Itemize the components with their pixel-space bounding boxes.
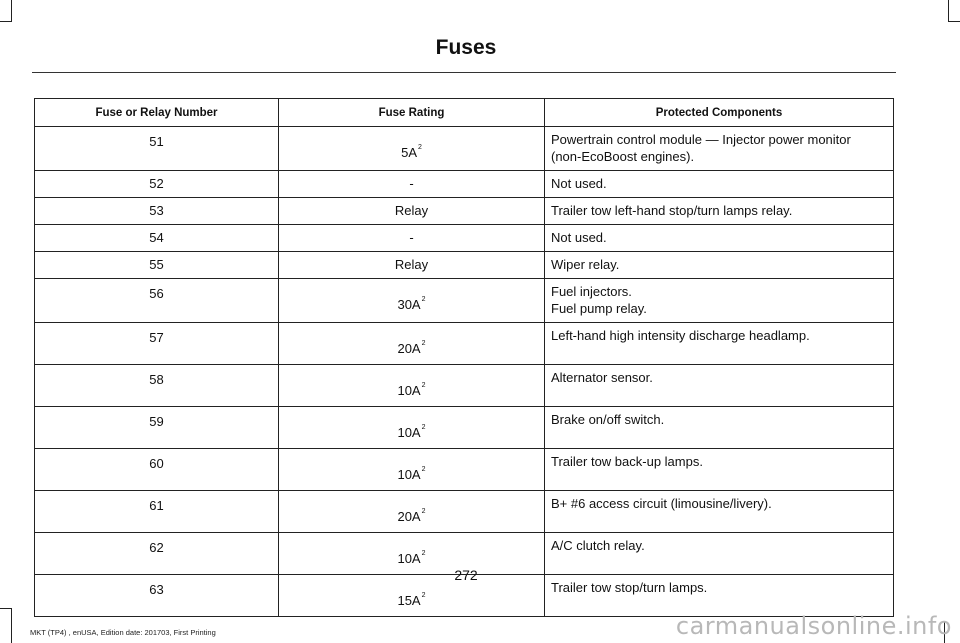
crop-mark-bottom-left <box>11 608 12 643</box>
fuse-rating: 10A <box>397 467 421 482</box>
table-row <box>35 449 894 491</box>
fuse-rating-cell <box>279 127 545 171</box>
component-line: Wiper relay. <box>551 257 620 272</box>
footnote-marker: 2 <box>421 592 426 599</box>
protected-components <box>545 323 894 365</box>
fuse-number: 62 <box>35 533 279 575</box>
fuse-rating-cell <box>279 449 545 491</box>
fuse-rating: 10A <box>397 551 421 566</box>
footnote-marker: 2 <box>421 296 426 303</box>
component-line: Fuel injectors. <box>551 284 632 299</box>
table-row <box>35 198 894 225</box>
fuse-rating: 20A <box>397 509 421 524</box>
fuse-number: 55 <box>35 252 279 279</box>
fuse-number: 58 <box>35 365 279 407</box>
protected-components <box>545 407 894 449</box>
page-number: 272 <box>454 567 478 583</box>
fuse-rating-cell <box>279 198 545 225</box>
fuse-rating-cell <box>279 491 545 533</box>
fuse-table-body <box>35 127 894 617</box>
component-line: Trailer tow back-up lamps. <box>551 454 703 469</box>
component-line: Trailer tow stop/turn lamps. <box>551 580 708 595</box>
footnote-marker: 2 <box>421 466 426 473</box>
component-line: Alternator sensor. <box>551 370 653 385</box>
table-row <box>35 252 894 279</box>
fuse-rating-cell <box>279 171 545 198</box>
edition-footer: MKT (TP4) , enUSA, Edition date: 201703, First Printing <box>30 628 216 637</box>
protected-components <box>545 127 894 171</box>
column-header-number: Fuse or Relay Number <box>35 99 279 127</box>
component-line: Fuel pump relay. <box>551 301 647 316</box>
crop-mark-top-left <box>0 21 12 22</box>
fuse-number: 57 <box>35 323 279 365</box>
fuse-rating: 10A <box>397 425 421 440</box>
fuse-number: 53 <box>35 198 279 225</box>
component-line: Left-hand high intensity discharge headlamp. <box>551 328 810 343</box>
protected-components <box>545 365 894 407</box>
table-row <box>35 279 894 323</box>
column-header-components: Protected Components <box>545 99 894 127</box>
protected-components <box>545 225 894 252</box>
fuse-rating-cell <box>279 323 545 365</box>
table-header-row <box>35 99 894 127</box>
crop-mark-bottom-left <box>0 608 12 609</box>
table-row <box>35 171 894 198</box>
fuse-rating: 30A <box>397 297 421 312</box>
page-title: Fuses <box>435 36 497 59</box>
title-divider <box>32 72 896 73</box>
protected-components <box>545 491 894 533</box>
crop-mark-top-left <box>11 0 12 22</box>
watermark: carmanualsonline.info <box>675 612 952 640</box>
fuse-rating: - <box>409 230 414 245</box>
component-line: (non-EcoBoost engines). <box>551 149 695 164</box>
column-header-rating: Fuse Rating <box>279 99 545 127</box>
component-line: B+ #6 access circuit (limousine/livery). <box>551 496 772 511</box>
fuse-rating-cell <box>279 279 545 323</box>
component-line: Brake on/off switch. <box>551 412 665 427</box>
table-row <box>35 407 894 449</box>
fuse-table <box>34 98 894 617</box>
fuse-number: 61 <box>35 491 279 533</box>
fuse-number: 56 <box>35 279 279 323</box>
crop-mark-top-right <box>948 0 949 22</box>
fuse-rating: Relay <box>394 203 429 218</box>
fuse-number: 51 <box>35 127 279 171</box>
crop-mark-top-right <box>948 21 960 22</box>
fuse-rating-cell <box>279 252 545 279</box>
fuse-rating: 5A <box>401 145 417 160</box>
component-line: Powertrain control module — Injector power monitor <box>551 132 851 147</box>
footnote-marker: 2 <box>421 382 426 389</box>
fuse-rating-cell <box>279 407 545 449</box>
table-row <box>35 127 894 171</box>
protected-components <box>545 198 894 225</box>
component-line: A/C clutch relay. <box>551 538 645 553</box>
fuse-rating: 10A <box>397 383 421 398</box>
component-line: Trailer tow left-hand stop/turn lamps relay. <box>551 203 793 218</box>
protected-components <box>545 171 894 198</box>
fuse-number: 59 <box>35 407 279 449</box>
component-line: Not used. <box>551 230 607 245</box>
fuse-rating: - <box>409 176 414 191</box>
protected-components <box>545 252 894 279</box>
fuse-rating: 20A <box>397 341 421 356</box>
table-row <box>35 365 894 407</box>
fuse-rating: 15A <box>397 593 421 608</box>
footnote-marker: 2 <box>421 424 426 431</box>
footnote-marker: 2 <box>418 144 422 151</box>
footnote-marker: 2 <box>421 550 426 557</box>
table-row <box>35 225 894 252</box>
table-row <box>35 491 894 533</box>
table-row <box>35 323 894 365</box>
fuse-rating: Relay <box>394 257 429 272</box>
footnote-marker: 2 <box>421 340 426 347</box>
component-line: Not used. <box>551 176 607 191</box>
protected-components <box>545 279 894 323</box>
fuse-rating-cell <box>279 365 545 407</box>
protected-components <box>545 449 894 491</box>
fuse-number: 54 <box>35 225 279 252</box>
fuse-number: 52 <box>35 171 279 198</box>
fuse-number: 60 <box>35 449 279 491</box>
footnote-marker: 2 <box>421 508 426 515</box>
fuse-number: 63 <box>35 575 279 617</box>
fuse-rating-cell <box>279 225 545 252</box>
